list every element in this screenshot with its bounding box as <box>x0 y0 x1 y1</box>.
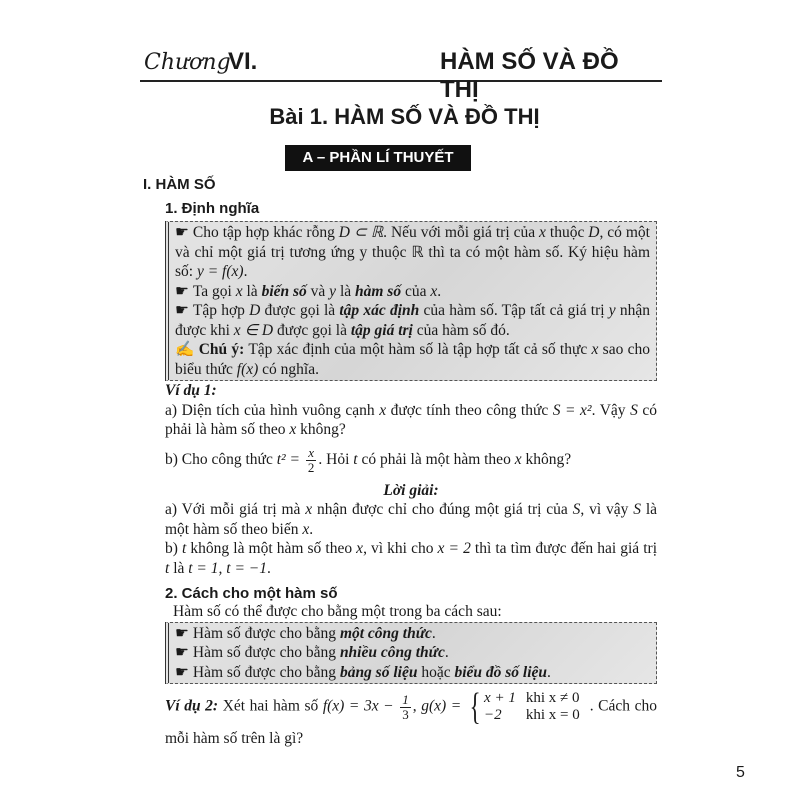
text-segment: b) <box>165 540 183 557</box>
example-1-b <box>165 446 657 475</box>
text-segment: là <box>169 559 189 577</box>
text-segment: x <box>379 401 387 419</box>
text-segment: x ∈ D <box>233 321 274 339</box>
text-segment: , vì khi cho <box>363 540 438 557</box>
note-paragraph <box>175 340 650 379</box>
text-segment: b) Cho công thức <box>165 450 277 468</box>
text-segment: biểu đồ số liệu <box>454 663 548 681</box>
text-segment: S <box>630 401 638 419</box>
text-segment: Hàm số được cho bằng <box>192 663 340 681</box>
chapter-title: HÀM SỐ VÀ ĐỒ THỊ <box>440 48 619 103</box>
part-label: A – PHẦN LÍ THUYẾT <box>285 145 471 171</box>
text-segment: f(x) <box>236 360 259 378</box>
text-segment: được tính theo công thức <box>386 401 553 419</box>
text-segment: Chú ý: <box>198 341 245 358</box>
lesson-title: Bài 1. HÀM SỐ VÀ ĐỒ THỊ <box>269 104 540 129</box>
text-segment: y <box>608 302 616 319</box>
text-segment: D <box>588 224 600 241</box>
text-segment: . <box>547 663 551 681</box>
text-segment: t <box>353 450 358 468</box>
ways-item <box>175 643 650 663</box>
text-segment: . Nếu với mỗi giá trị của <box>383 224 540 241</box>
ways-item <box>175 624 650 644</box>
text-segment: hoặc <box>417 663 455 681</box>
text-segment: của <box>401 282 431 300</box>
text-segment: x <box>591 341 599 358</box>
text-segment: . Vậy <box>591 401 631 419</box>
fraction <box>306 446 317 475</box>
text-segment: . <box>267 559 271 577</box>
text-segment: Ví dụ 2: <box>165 697 219 715</box>
text-segment: x <box>539 224 546 241</box>
text-segment: x <box>356 540 364 557</box>
text-segment: Tập xác định của một hàm số là tập hợp tất cả số thực <box>244 341 592 358</box>
definition-paragraph <box>175 282 650 302</box>
text-segment: a) Diện tích của hình vuông cạnh <box>165 401 380 419</box>
piecewise-function <box>466 688 590 726</box>
text-segment: nhiều công thức <box>339 644 445 661</box>
text-segment: x <box>302 520 310 538</box>
text-segment: , <box>412 697 422 715</box>
section-heading: I. HÀM SỐ <box>143 176 216 193</box>
case-expression: x + 1 <box>484 690 516 706</box>
pointing-hand-icon: ☛ <box>175 224 189 241</box>
text-segment: không? <box>296 421 346 438</box>
text-segment: bảng số liệu <box>339 663 418 681</box>
text-segment: được gọi là <box>260 302 340 319</box>
ways-box <box>165 622 657 685</box>
ways-content <box>165 602 657 752</box>
text-segment: . <box>444 644 449 661</box>
text-segment: . <box>309 520 314 538</box>
fraction-numerator: x <box>306 446 317 461</box>
brace-symbol: { <box>469 686 481 728</box>
text-segment: x <box>289 421 297 438</box>
text-segment: biến số <box>261 282 307 300</box>
text-segment: f(x) = 3x − <box>322 697 399 715</box>
text-segment: của hàm số đó. <box>412 321 510 339</box>
fraction <box>400 693 411 722</box>
text-segment: một công thức <box>339 624 432 642</box>
text-segment: Xét hai hàm số <box>218 697 323 715</box>
text-segment: y <box>329 282 337 300</box>
subsection-definition: 1. Định nghĩa <box>165 200 260 217</box>
text-segment: hàm số <box>355 282 402 300</box>
case-condition: khi x ≠ 0 <box>525 690 580 706</box>
example-1-label: Ví dụ 1: <box>165 382 217 399</box>
solution-b <box>165 539 657 578</box>
text-segment: D <box>249 302 261 319</box>
text-segment: là <box>242 282 262 300</box>
text-segment: Hàm số được cho bằng <box>192 644 340 661</box>
text-segment: . Hỏi <box>318 450 354 468</box>
text-segment: được gọi là <box>273 321 351 339</box>
text-segment: , vì vậy <box>580 501 634 518</box>
text-segment: x <box>514 450 522 468</box>
text-segment: có nghĩa. <box>258 360 319 378</box>
ways-intro <box>165 602 657 622</box>
fraction-denominator: 2 <box>307 459 315 475</box>
case-expression: −2 <box>484 707 502 723</box>
text-segment: của hàm số. Tập tất cả giá trị <box>419 302 609 319</box>
text-segment: . <box>243 263 248 280</box>
page-number: 5 <box>736 764 745 781</box>
text-segment: . <box>437 282 442 300</box>
text-segment: x <box>235 282 243 300</box>
chapter-header <box>140 44 662 103</box>
text-segment: không? <box>521 450 572 468</box>
pointing-hand-icon: ☛ <box>175 644 189 661</box>
text-segment: t = 1, t = −1 <box>188 559 267 577</box>
pointing-hand-icon: ☛ <box>175 282 189 300</box>
text-segment: Tập hợp <box>192 302 250 319</box>
pointing-hand-icon: ☛ <box>175 302 189 319</box>
text-segment: Hàm số có thể được cho bằng một trong ba cách sau: <box>173 603 502 620</box>
pointing-hand-icon: ☛ <box>175 624 189 642</box>
example-1-a <box>165 401 657 440</box>
text-segment: tập giá trị <box>350 321 413 339</box>
text-segment: S <box>633 501 641 518</box>
text-segment: S = x² <box>552 401 592 419</box>
text-segment: t <box>165 559 170 577</box>
ways-item <box>175 663 650 683</box>
text-segment: a) Với mỗi giá trị mà <box>165 501 306 518</box>
example-2 <box>165 688 657 752</box>
text-segment: t² = <box>276 450 304 468</box>
text-segment: Cho tập hợp khác rỗng <box>192 224 339 241</box>
text-segment: g(x) = <box>421 697 466 715</box>
text-segment: x = 2 <box>437 540 471 557</box>
text-segment: sao cho biểu thức <box>175 341 650 378</box>
solution-a <box>165 500 657 539</box>
writing-hand-icon: ✍ <box>175 341 195 358</box>
fraction-numerator: 1 <box>402 691 409 707</box>
definition-paragraph <box>175 301 650 340</box>
subsection-ways: 2. Cách cho một hàm số <box>165 585 338 602</box>
text-segment: nhận được khi <box>175 302 650 339</box>
text-segment: và <box>306 282 330 300</box>
text-segment: thì ta tìm được đến hai giá trị <box>470 540 658 557</box>
text-segment: x <box>305 501 313 518</box>
solution-label: Lời giải: <box>383 481 439 499</box>
text-segment: t <box>182 540 187 557</box>
text-segment: thuộc <box>545 224 589 241</box>
definition-paragraph <box>175 223 650 282</box>
text-segment: . Cách cho mỗi hàm số trên là gì? <box>165 697 657 747</box>
pointing-hand-icon: ☛ <box>175 663 189 681</box>
text-segment: Ta gọi <box>192 282 236 300</box>
case-condition: khi x = 0 <box>525 707 580 723</box>
text-segment: là <box>336 282 355 300</box>
text-segment: . <box>431 624 436 642</box>
text-segment: có phải là một hàm theo <box>357 450 515 468</box>
text-segment: là một hàm số theo biến <box>165 501 657 538</box>
text-segment: , có một và chỉ một giá trị tương ứng y thuộc ℝ thì ta có một hàm số. Ký hiệu hàm số: <box>175 224 650 280</box>
text-segment: S <box>572 501 581 518</box>
fraction-denominator: 3 <box>402 706 409 722</box>
text-segment: Hàm số được cho bằng <box>192 624 340 642</box>
text-segment: nhận được chỉ cho đúng một giá trị của <box>312 501 573 518</box>
text-segment: không là một hàm số theo <box>186 540 357 557</box>
text-segment: y = f(x) <box>196 263 244 280</box>
definition-box <box>165 221 657 381</box>
text-segment: x <box>430 282 438 300</box>
text-segment: có phải là hàm số theo <box>165 401 657 438</box>
definition-content <box>165 221 657 578</box>
chapter-script-label: Chương <box>144 50 231 75</box>
chapter-number: VI. <box>228 48 258 75</box>
text-segment: tập xác định <box>339 302 420 319</box>
text-segment: D ⊂ ℝ <box>338 224 384 241</box>
